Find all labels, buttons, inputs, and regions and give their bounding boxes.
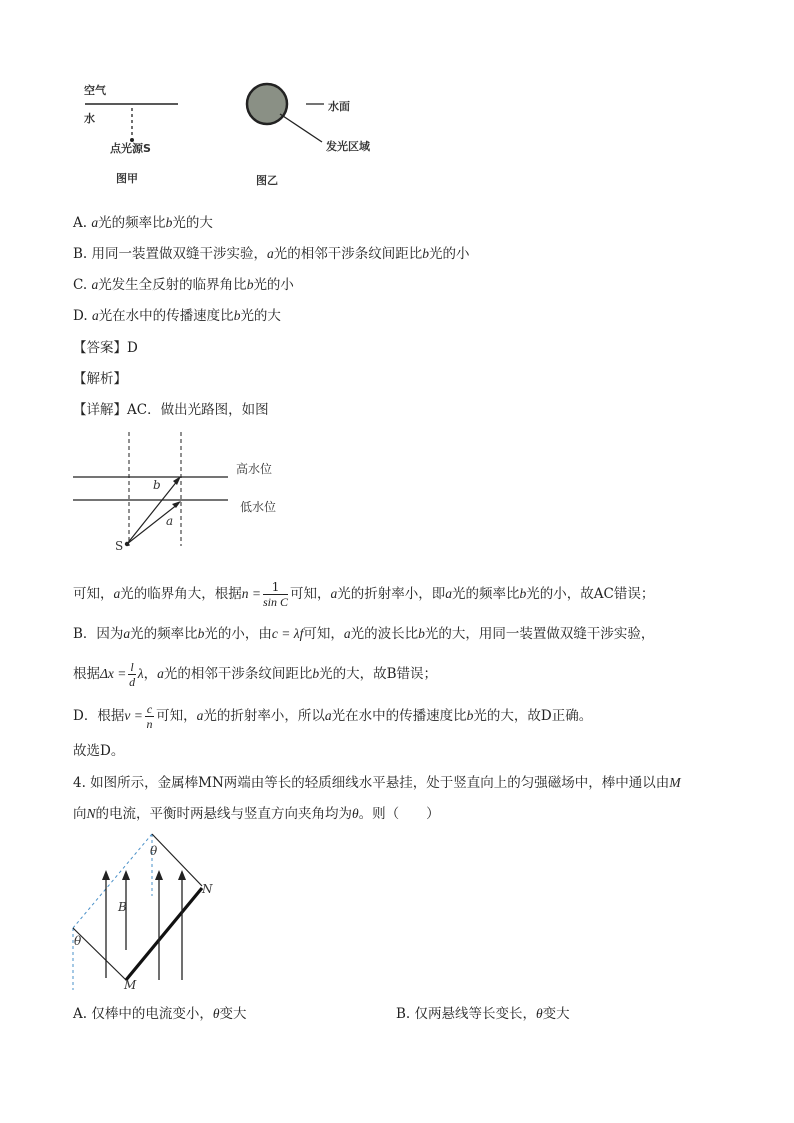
source-s-dot — [125, 542, 129, 546]
answer-tag: 【答案】 — [73, 340, 127, 356]
figure-2 — [70, 428, 300, 558]
answer-value: D — [127, 340, 138, 356]
explain-line-3: 根据Δx = $\frac{l}{d}$ λ，a光的相邻干涉条纹间距比b光的大，故B错误； — [73, 660, 438, 689]
ray-b-label: b — [153, 478, 161, 492]
question-4-line-1: 4. 如图所示，金属棒MN两端由等长的轻质细线水平悬挂，处于竖直向上的匀强磁场中，棒中通以由M — [73, 775, 681, 791]
theta-left-label: θ — [74, 934, 82, 948]
figure-a-caption: 图甲 — [116, 172, 138, 185]
option-c: C. a光发生全反射的临界角比b光的小 — [73, 277, 294, 293]
q4-option-b: B. 仅两悬线等长变长，θ变大 — [396, 1006, 570, 1022]
detail-tag: 【详解】 — [73, 402, 127, 418]
detail-text: AC．做出光路图，如图 — [127, 402, 269, 418]
air-label: 空气 — [84, 84, 106, 97]
theta-top-label: θ — [150, 844, 158, 858]
light-path-drawing — [70, 428, 300, 558]
option-d: D. a光在水中的传播速度比b光的大 — [73, 308, 281, 324]
option-a: A. a光的频率比b光的大 — [73, 215, 213, 231]
fraction-l-over-d: $\frac{l}{d}$ — [129, 660, 136, 689]
explain-line-4: D．根据v = $\frac{c}{n}$ 可知，a光的折射率小，所以a光在水中的传播速度比b光的大，故D正确。 — [73, 702, 593, 731]
low-water-label: 低水位 — [240, 500, 277, 514]
ray-a-label: a — [166, 514, 174, 528]
figure-b-caption: 图乙 — [256, 174, 278, 187]
high-water-label: 高水位 — [236, 462, 273, 476]
analysis-line — [73, 369, 127, 389]
q4-option-a: A. 仅棒中的电流变小，θ变大 — [73, 1006, 247, 1022]
figure-1 — [80, 70, 410, 190]
water-surface-label: 水面 — [328, 100, 350, 113]
explain-line-2: B．因为a光的频率比b光的小，由c = λf可知，a光的波长比b光的大，用同一装置做双缝干涉实验， — [73, 626, 655, 642]
explain-line-1: 可知，a光的临界角大，根据n = $\frac{1}{\text{sin C}}$ 可知，a光的折射率小，即a光的频率比b光的小，故AC错误； — [73, 580, 655, 609]
explain-line-5: 故选D。 — [73, 743, 125, 759]
question-4-line-2: 向N的电流，平衡时两悬线与竖直方向夹角均为θ。则（ ） — [73, 806, 440, 822]
water-label: 水 — [84, 112, 95, 125]
figure-3 — [66, 830, 226, 1000]
fraction-c-over-n: $\frac{c}{n}$ — [146, 702, 153, 731]
point-source-label: 点光源S — [110, 142, 151, 155]
rod-end-n-label: N — [202, 882, 213, 896]
answer-line — [73, 338, 138, 358]
option-b: B. 用同一装置做双缝干涉实验，a光的相邻干涉条纹间距比b光的小 — [73, 246, 470, 262]
detail-line — [73, 400, 269, 420]
glow-region-circle — [247, 84, 287, 124]
rod-end-m-label: M — [124, 978, 137, 992]
source-s-label: S — [115, 539, 124, 553]
fraction-1-over-sinc: $\frac{1}{\text{sin C}}$ — [263, 580, 289, 609]
rod-field-drawing — [66, 830, 226, 1000]
analysis-tag: 【解析】 — [73, 371, 127, 387]
field-b-label: B — [118, 900, 127, 914]
glow-region-label: 发光区域 — [326, 140, 370, 153]
